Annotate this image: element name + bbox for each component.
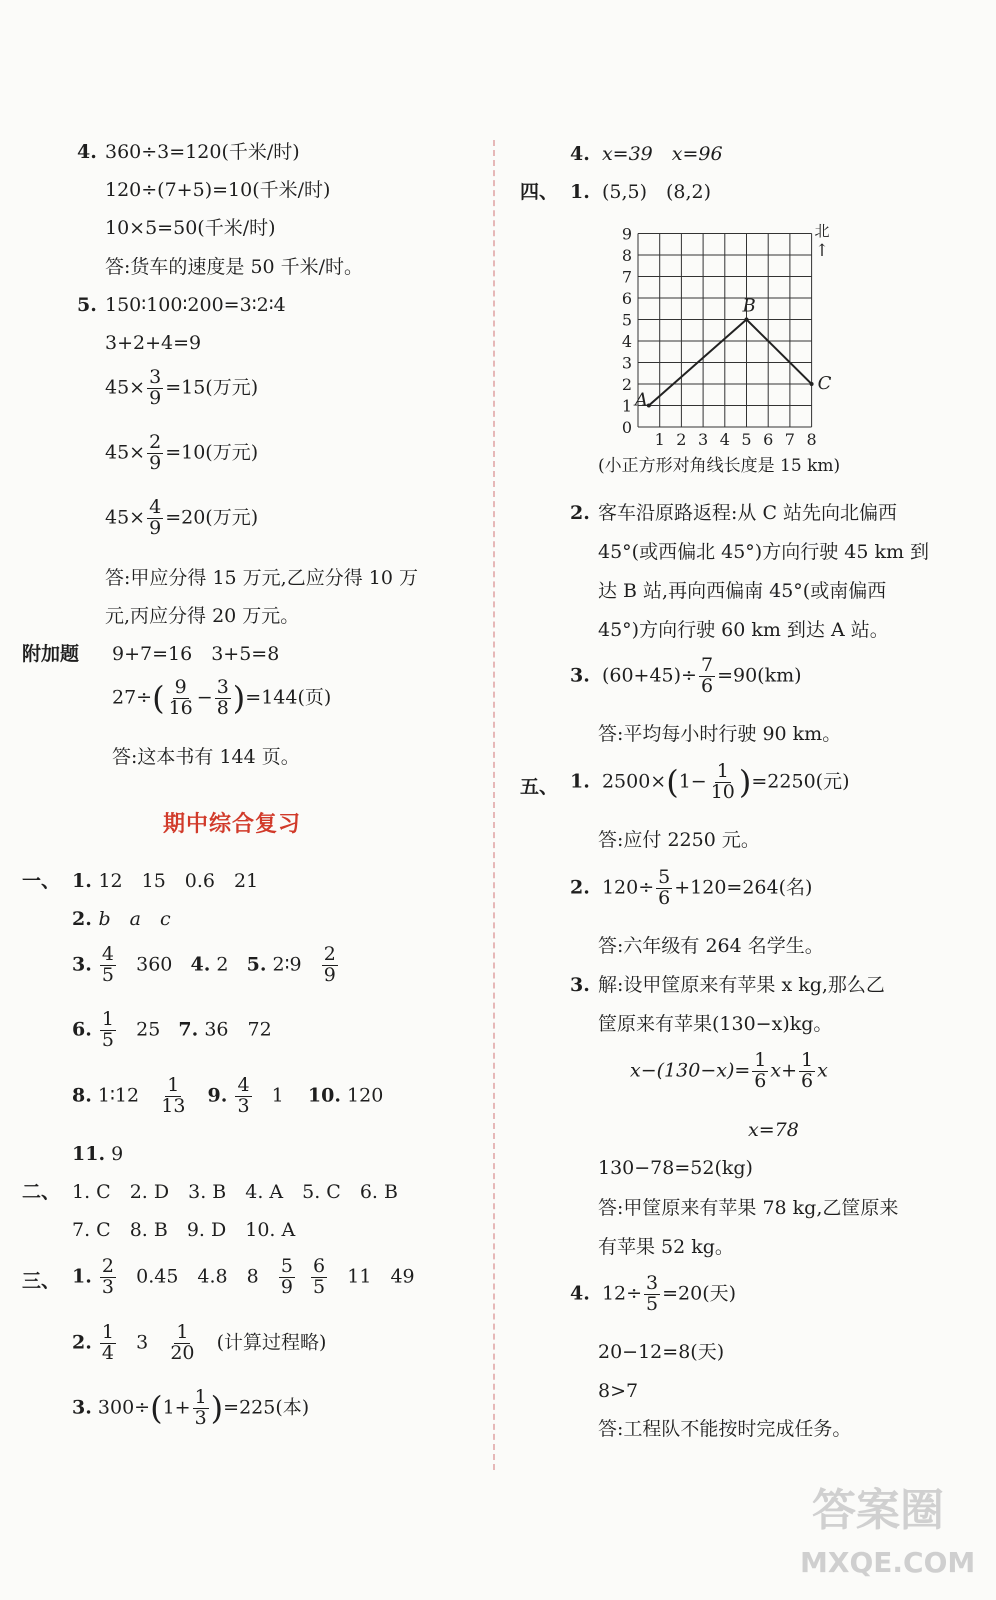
q5-answer-line2: 元,丙应分得 20 万元。 <box>105 605 300 627</box>
q5-answer-line1: 答:甲应分得 15 万元,乙应分得 10 万 <box>105 567 418 589</box>
s3-row3: 3. 300÷(1+ $\frac{1}{3}$ )=225(本) <box>72 1386 310 1429</box>
s5-q2: 2. 120÷ $\frac{5}{6}$ +120=264(名) <box>570 866 813 909</box>
q5-formula-3: 45× $\frac{4}{9}$ =20(万元) <box>105 496 259 539</box>
q5-line2: 3+2+4=9 <box>105 332 202 354</box>
s5-q4-answer: 答:工程队不能按时完成任务。 <box>598 1418 852 1440</box>
s5-q4-line3: 8>7 <box>598 1380 639 1402</box>
s5-label: 五、 <box>520 776 559 798</box>
q4-line1: 360÷3=120(千米/时) <box>105 141 300 163</box>
s1-row3: 3. $\frac{4}{5}$ 360 4. 2 5. 2∶9 $\frac{2}{9}$ <box>72 943 336 986</box>
s3-row2: 2. $\frac{1}{4}$ 3 $\frac{1}{20}$ (计算过程略) <box>72 1321 327 1364</box>
y-tick-label: 3 <box>621 353 632 373</box>
s4-q3: 3. (60+45)÷ $\frac{7}{6}$ =90(km) <box>570 654 802 697</box>
s2-row1: 1. C 2. D 3. B 4. A 5. C 6. B <box>72 1181 398 1203</box>
point-label: C <box>817 373 832 394</box>
point-label: B <box>742 295 756 317</box>
s4-label: 四、 <box>520 181 559 203</box>
s5-q3-line3: 130−78=52(kg) <box>598 1157 753 1179</box>
s5-q1-answer: 答:应付 2250 元。 <box>598 829 760 851</box>
watermark-url: MXQE.COM <box>800 1546 976 1579</box>
q4-line3: 10×5=50(千米/时) <box>105 217 276 239</box>
s2-label: 二、 <box>22 1181 61 1203</box>
q5-line1: 150∶100∶200=3∶2∶4 <box>105 294 286 316</box>
extra-label: 附加题 <box>22 643 80 665</box>
s5-q3-line2: 筐原来有苹果(130−x)kg。 <box>598 1013 833 1035</box>
y-tick-label: 0 <box>621 418 632 437</box>
s1-row11: 11. 9 <box>72 1143 124 1165</box>
point-label: A <box>634 389 648 411</box>
x-tick-label: 2 <box>676 430 687 449</box>
section-title: 期中综合复习 <box>163 812 302 837</box>
s4-q1: 1. (5,5) (8,2) <box>570 181 712 203</box>
x-tick-label: 5 <box>741 430 752 449</box>
extra-answer: 答:这本书有 144 页。 <box>112 746 300 768</box>
s3-label: 三、 <box>22 1270 61 1292</box>
x-tick-label: 8 <box>806 430 817 449</box>
s1-label: 一、 <box>22 870 61 892</box>
s4-q2-line2: 45°(或西偏北 45°)方向行驶 45 km 到 <box>598 541 930 563</box>
grid-note: (小正方形对角线长度是 15 km) <box>598 456 841 476</box>
coordinate-grid <box>600 222 840 452</box>
x-tick-label: 6 <box>763 430 774 449</box>
s4-q2-line3: 达 B 站,再向西偏南 45°(或南偏西 <box>598 580 887 602</box>
s5-q3-answer1: 答:甲筐原来有苹果 78 kg,乙筐原来 <box>598 1197 899 1219</box>
q4-line2: 120÷(7+5)=10(千米/时) <box>105 179 331 201</box>
s4-q3-answer: 答:平均每小时行驶 90 km。 <box>598 723 842 745</box>
q4-number: 4. <box>77 141 97 163</box>
y-tick-label: 8 <box>621 246 632 265</box>
s1-row6: 6. $\frac{1}{5}$ 25 7. 36 72 <box>72 1008 272 1051</box>
q5-formula-1: 45× $\frac{3}{9}$ =15(万元) <box>105 366 259 409</box>
column-divider <box>493 140 495 1470</box>
s5-q2-answer: 答:六年级有 264 名学生。 <box>598 935 824 957</box>
s5-q3-solution: x=78 <box>748 1119 799 1141</box>
y-tick-label: 7 <box>621 267 632 287</box>
s4-q2-line4: 45°)方向行驶 60 km 到达 A 站。 <box>598 619 889 641</box>
x-tick-label: 4 <box>719 430 730 449</box>
s5-q4-line2: 20−12=8(天) <box>598 1341 725 1363</box>
s2-row2: 7. C 8. B 9. D 10. A <box>72 1219 296 1241</box>
y-tick-label: 6 <box>621 289 632 308</box>
extra-formula: 27÷( $\frac{9}{16}$ − $\frac{3}{8}$ )=144(页) <box>112 676 332 719</box>
route-point <box>810 382 814 386</box>
s5-q3-line1: 解:设甲筐原来有苹果 x kg,那么乙 <box>598 974 885 996</box>
s4-q2-line1: 客车沿原路返程:从 C 站先向北偏西 <box>598 502 898 524</box>
s5-q3-answer2: 有苹果 52 kg。 <box>598 1236 734 1258</box>
y-tick-label: 4 <box>621 332 632 351</box>
north-arrow-icon: ↑ <box>814 241 830 261</box>
extra-line1: 9+7=16 3+5=8 <box>112 643 280 665</box>
q5-number: 5. <box>77 294 97 316</box>
route-point <box>745 318 749 322</box>
y-tick-label: 5 <box>621 310 632 330</box>
s5-q1: 1. 2500×(1− $\frac{1}{10}$ )=2250(元) <box>570 760 850 803</box>
s1-row2: 2. b a c <box>72 908 171 930</box>
s4-q2-number: 2. <box>570 502 590 524</box>
y-tick-label: 9 <box>621 224 632 244</box>
s5-q3-number: 3. <box>570 974 590 996</box>
s5-q3-equation: x−(130−x)= $\frac{1}{6}$ x+ $\frac{1}{6}$ x <box>630 1049 828 1092</box>
x-tick-label: 1 <box>654 430 665 449</box>
y-tick-label: 1 <box>621 396 632 416</box>
x-tick-label: 7 <box>784 430 795 449</box>
y-tick-label: 2 <box>621 375 632 394</box>
s3-row1: 1. $\frac{2}{3}$ 0.45 4.8 8 $\frac{5}{9}$ $\frac{6}{5}$ 11 49 <box>72 1255 415 1298</box>
x-tick-label: 3 <box>698 430 709 449</box>
s1-row1: 1. 12 15 0.6 21 <box>72 870 259 892</box>
q5-formula-2: 45× $\frac{2}{9}$ =10(万元) <box>105 431 259 474</box>
watermark-logo: 答案圈 <box>812 1485 944 1536</box>
s1-row8: 8. 1∶12 $\frac{1}{13}$ 9. $\frac{4}{3}$ 1 10. 120 <box>72 1074 384 1117</box>
s5-q4: 4. 12÷ $\frac{3}{5}$ =20(天) <box>570 1272 737 1315</box>
r-q4: 4. x=39 x=96 <box>570 143 723 165</box>
q4-answer: 答:货车的速度是 50 千米/时。 <box>105 256 364 278</box>
north-label: 北 <box>814 222 830 240</box>
